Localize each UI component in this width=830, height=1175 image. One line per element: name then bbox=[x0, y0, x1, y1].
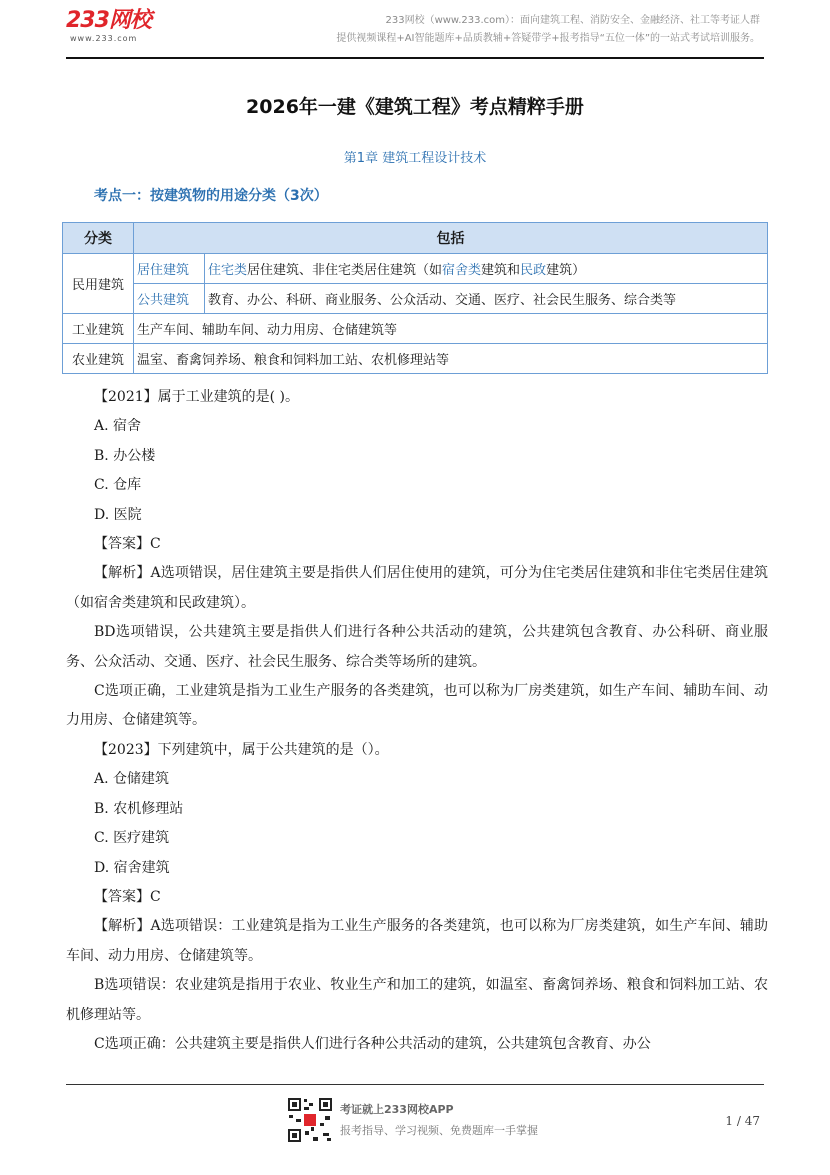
question-stem: 【2023】下列建筑中，属于公共建筑的是（）。 bbox=[94, 741, 389, 758]
table-cell-residential: 居住建筑 bbox=[134, 254, 205, 284]
explanation: C选项正确：公共建筑主要是指供人们进行各种公共活动的建筑，公共建筑包含教育、办公 bbox=[94, 1035, 651, 1052]
table-cell-agricultural-desc: 温室、畜禽饲养场、粮食和饲料加工站、农机修理站等 bbox=[134, 344, 768, 374]
table-cell-public-desc: 教育、办公、科研、商业服务、公众活动、交通、医疗、社会民生服务、综合类等 bbox=[205, 284, 768, 314]
highlight-civil-affairs: 民政 bbox=[520, 263, 547, 278]
highlight-residential-type: 住宅类 bbox=[208, 263, 248, 278]
table-header-category: 分类 bbox=[63, 223, 134, 254]
answer-option: A. 仓储建筑 bbox=[94, 771, 170, 788]
explanation: 【解析】A选项错误，居住建筑主要是指供人们居住使用的建筑，可分为住宅类居住建筑和非住宅类居住建筑（如宿舍类建筑和民政建筑）。 bbox=[66, 565, 768, 611]
table-header-row bbox=[63, 223, 768, 254]
table-cell-public: 公共建筑 bbox=[134, 284, 205, 314]
answer-option: C. 医疗建筑 bbox=[94, 830, 170, 847]
header-line-2: 提供视频课程+AI智能题库+品质教辅+答疑带学+报考指导“五位一体”的一站式考试培训服务。 bbox=[336, 33, 760, 44]
document-body bbox=[66, 383, 768, 1059]
explanation: C选项正确，工业建筑是指为工业生产服务的各类建筑，也可以称为厂房类建筑，如生产车间、辅助车间、动力用房、仓储建筑等。 bbox=[66, 683, 768, 729]
table-row bbox=[63, 284, 768, 314]
answer-option: B. 办公楼 bbox=[94, 447, 156, 464]
explanation: 【解析】A选项错误：工业建筑是指为工业生产服务的各类建筑，也可以称为厂房类建筑，如生产车间、辅助车间、动力用房、仓储建筑等。 bbox=[66, 918, 768, 964]
header-slogan bbox=[330, 12, 760, 48]
table-cell-industrial: 工业建筑 bbox=[63, 314, 134, 344]
answer-option: D. 宿舍建筑 bbox=[94, 859, 170, 876]
table-header-includes: 包括 bbox=[134, 223, 768, 254]
explanation: B选项错误：农业建筑是指用于农业、牧业生产和加工的建筑，如温室、畜禽饲养场、粮食和饲料加工站、农机修理站等。 bbox=[66, 977, 768, 1023]
highlight-dormitory: 宿舍类 bbox=[442, 263, 482, 278]
classification-table bbox=[62, 222, 768, 374]
footer-app-title: 考证就上233网校APP bbox=[340, 1103, 454, 1116]
header-divider bbox=[66, 57, 764, 59]
logo-text: 233网校 bbox=[66, 8, 151, 33]
document-title: 2026年一建《建筑工程》考点精粹手册 bbox=[246, 96, 584, 118]
header-line-1: 233网校（www.233.com）：面向建筑工程、消防安全、金融经济、社工等考证人群 bbox=[385, 15, 760, 26]
table-cell-civil: 民用建筑 bbox=[63, 254, 134, 314]
residential-desc-text-3: 建筑） bbox=[546, 263, 586, 278]
answer-option: B. 农机修理站 bbox=[94, 800, 184, 817]
residential-desc-text-2: 建筑和 bbox=[481, 263, 521, 278]
answer: 【答案】C bbox=[94, 536, 161, 553]
footer-app-subtitle: 报考指导、学习视频、免费题库一手掌握 bbox=[340, 1124, 538, 1137]
answer-option: A. 宿舍 bbox=[94, 418, 142, 435]
table-row bbox=[63, 254, 768, 284]
logo bbox=[66, 8, 151, 43]
footer-divider bbox=[66, 1084, 764, 1085]
table-cell-residential-desc bbox=[205, 254, 768, 284]
table-cell-industrial-desc: 生产车间、辅助车间、动力用房、仓储建筑等 bbox=[134, 314, 768, 344]
residential-desc-text: 居住建筑、非住宅类居住建筑（如 bbox=[247, 263, 443, 278]
qr-code-icon bbox=[287, 1097, 333, 1143]
logo-url: www.233.com bbox=[70, 34, 138, 43]
table-row bbox=[63, 314, 768, 344]
chapter-heading: 第1章 建筑工程设计技术 bbox=[343, 151, 487, 166]
answer-option: C. 仓库 bbox=[94, 477, 142, 494]
exam-point-heading: 考点一：按建筑物的用途分类（3次） bbox=[94, 188, 328, 204]
table-row bbox=[63, 344, 768, 374]
page-number: 1 / 47 bbox=[725, 1114, 760, 1128]
table-cell-agricultural: 农业建筑 bbox=[63, 344, 134, 374]
page-header bbox=[0, 0, 830, 60]
answer-option: D. 医院 bbox=[94, 506, 142, 523]
question-stem: 【2021】属于工业建筑的是( )。 bbox=[94, 389, 300, 405]
explanation: BD选项错误，公共建筑主要是指供人们进行各种公共活动的建筑，公共建筑包含教育、办公科研、商业服务、公众活动、交通、医疗、社会民生服务、综合类等场所的建筑。 bbox=[66, 624, 768, 670]
answer: 【答案】C bbox=[94, 888, 161, 905]
